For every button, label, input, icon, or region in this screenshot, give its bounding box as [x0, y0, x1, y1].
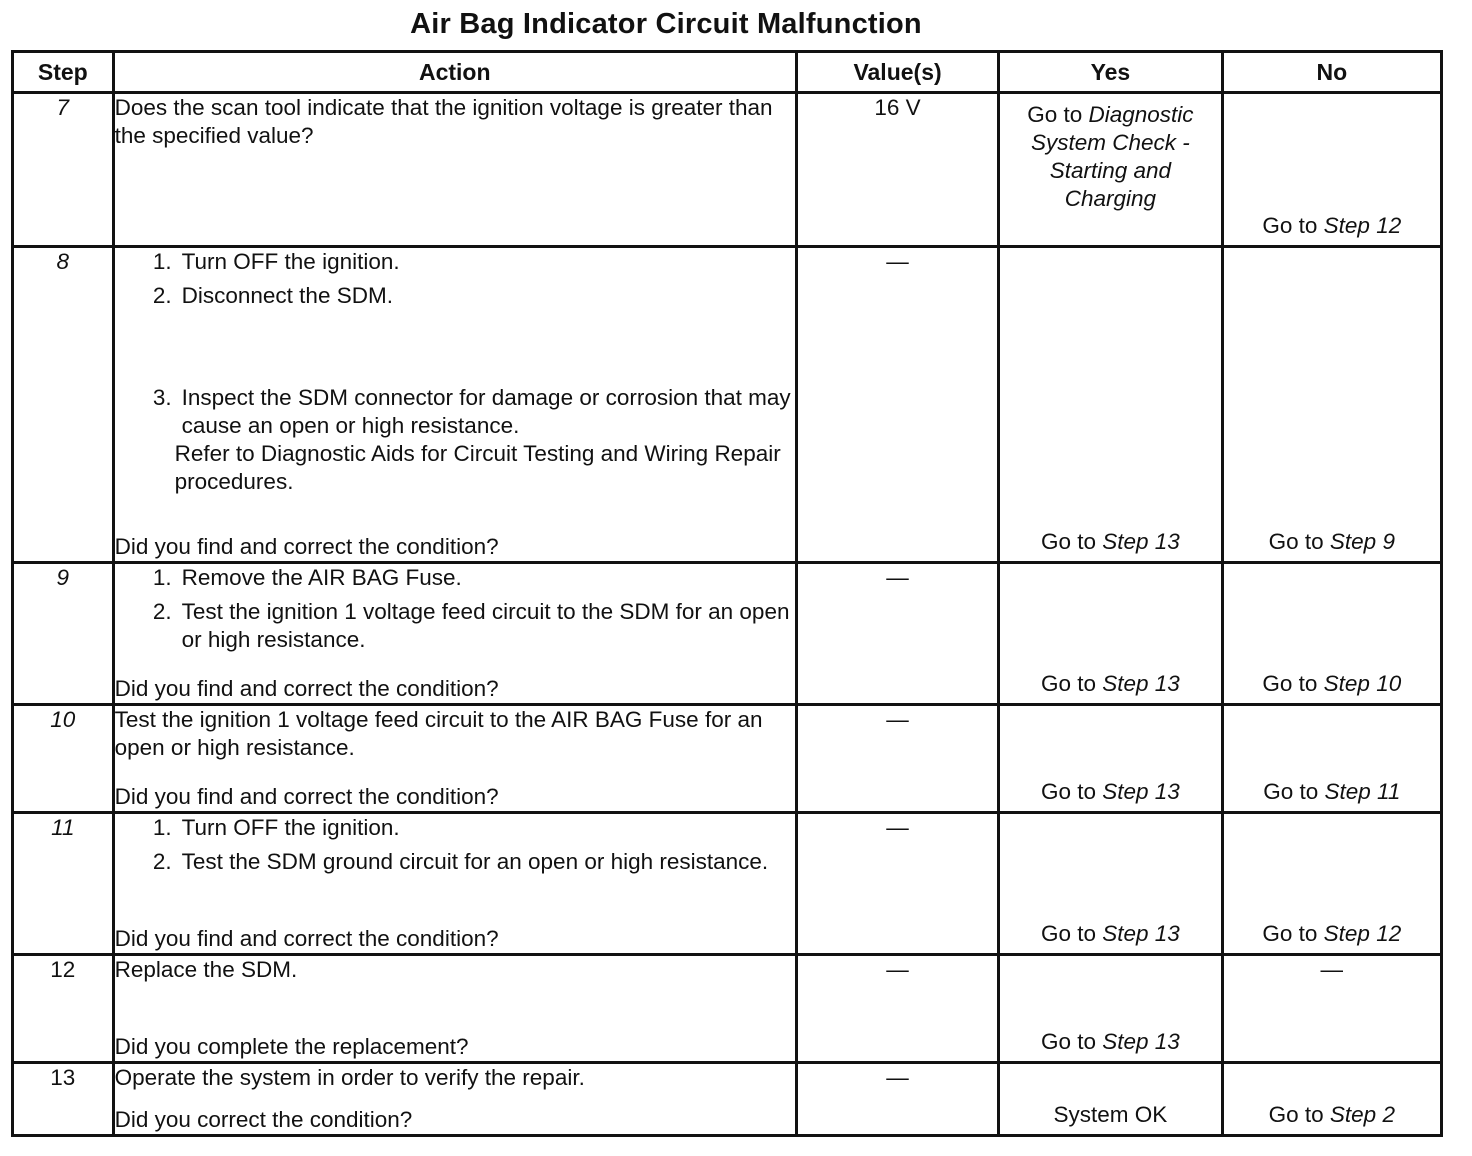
value-cell: — — [796, 562, 998, 705]
no-cell — [1222, 93, 1441, 247]
no-link[interactable]: Go to Step 2 — [1268, 1102, 1395, 1127]
no-link[interactable]: Go to Step 12 — [1262, 921, 1402, 947]
value-cell: — — [796, 705, 998, 812]
yes-cell — [999, 1062, 1222, 1135]
no-link[interactable]: Go to Step 11 — [1263, 778, 1401, 804]
table-row — [13, 812, 1442, 955]
yes-result: System OK — [1053, 1102, 1168, 1127]
no-cell: — — [1222, 955, 1441, 1062]
procedure-note: Refer to Diagnostic Aids for Circuit Testing and Wiring Repair procedures. — [174, 440, 781, 494]
header-step: Step — [13, 52, 114, 93]
no-cell — [1222, 562, 1441, 705]
list-item: 2. Test the ignition 1 voltage feed circuit to the SDM for an open or high resistance. — [152, 598, 790, 652]
value-cell: — — [796, 812, 998, 955]
list-item: 1. Turn OFF the ignition. — [152, 814, 400, 840]
value-cell: — — [796, 955, 998, 1062]
action-text: Test the ignition 1 voltage feed circuit to the AIR BAG Fuse for an open or high resistance. — [114, 707, 763, 761]
action-cell — [113, 1062, 796, 1135]
list-gap — [115, 316, 795, 378]
header-no: No — [1222, 52, 1441, 93]
yes-link[interactable]: Go to Step 13 — [1040, 528, 1180, 554]
question-text: Did you find and correct the condition? — [114, 676, 499, 702]
question-text: Did you find and correct the condition? — [114, 926, 499, 952]
table-row — [13, 246, 1442, 562]
action-cell — [113, 705, 796, 812]
no-cell — [1222, 812, 1441, 955]
step-number: 7 — [13, 93, 114, 247]
diagnostic-table — [11, 50, 1443, 1137]
no-cell — [1222, 246, 1441, 562]
table-row — [13, 562, 1442, 705]
yes-cell — [999, 955, 1222, 1062]
header-action: Action — [113, 52, 796, 93]
yes-cell — [999, 93, 1222, 247]
no-cell — [1222, 1062, 1441, 1135]
action-cell — [113, 955, 796, 1062]
table-row — [13, 955, 1442, 1062]
yes-link[interactable]: Go to Step 13 — [1040, 778, 1180, 804]
step-number: 10 — [13, 705, 114, 812]
action-steps-list — [115, 564, 795, 654]
page-title: Air Bag Indicator Circuit Malfunction — [410, 8, 922, 40]
value-cell: 16 V — [796, 93, 998, 247]
list-item: 2. Disconnect the SDM. — [152, 282, 393, 308]
header-yes: Yes — [999, 52, 1222, 93]
action-text: Replace the SDM. — [114, 957, 298, 983]
list-item: 1. Remove the AIR BAG Fuse. — [152, 564, 462, 590]
list-item: 2. Test the SDM ground circuit for an open or high resistance. — [152, 848, 769, 874]
table-row — [13, 1062, 1442, 1135]
no-link[interactable]: Go to Step 10 — [1262, 671, 1402, 697]
table-row — [13, 705, 1442, 812]
header-values: Value(s) — [796, 52, 998, 93]
list-item: 1. Turn OFF the ignition. — [152, 248, 400, 274]
header-row — [13, 52, 1442, 93]
action-cell — [113, 93, 796, 247]
yes-cell — [999, 246, 1222, 562]
step-number: 9 — [13, 562, 114, 705]
question-text: Did you complete the replacement? — [114, 1033, 469, 1059]
yes-cell — [999, 705, 1222, 812]
action-steps-list — [115, 814, 795, 876]
list-item: 3. Inspect the SDM connector for damage or corrosion that may cause an open or high resistance. — [152, 384, 791, 438]
question-text: Did you correct the condition? — [114, 1107, 413, 1132]
action-cell — [113, 812, 796, 955]
step-number: 12 — [13, 955, 114, 1062]
table-row — [13, 93, 1442, 247]
yes-link[interactable]: Go to Step 13 — [1040, 1028, 1180, 1054]
question-text: Did you find and correct the condition? — [114, 783, 499, 809]
action-cell — [113, 246, 796, 562]
yes-cell — [999, 812, 1222, 955]
yes-link[interactable]: Go to Step 13 — [1040, 921, 1180, 947]
action-text: Operate the system in order to verify the repair. — [114, 1064, 585, 1090]
value-cell: — — [796, 246, 998, 562]
action-text: Does the scan tool indicate that the ignition voltage is greater than the specified value? — [114, 95, 773, 148]
question-text: Did you find and correct the condition? — [114, 533, 499, 559]
no-cell — [1222, 705, 1441, 812]
step-number: 8 — [13, 246, 114, 562]
no-link[interactable]: Go to Step 12 — [1262, 212, 1402, 238]
yes-cell — [999, 562, 1222, 705]
action-steps-list — [115, 248, 795, 440]
yes-link[interactable]: Go to Diagnostic System Check - Starting and Charging — [1027, 102, 1194, 211]
yes-link[interactable]: Go to Step 13 — [1040, 671, 1180, 697]
step-number: 11 — [13, 812, 114, 955]
value-cell: — — [796, 1062, 998, 1135]
action-cell — [113, 562, 796, 705]
step-number: 13 — [13, 1062, 114, 1135]
no-link[interactable]: Go to Step 9 — [1268, 528, 1395, 554]
